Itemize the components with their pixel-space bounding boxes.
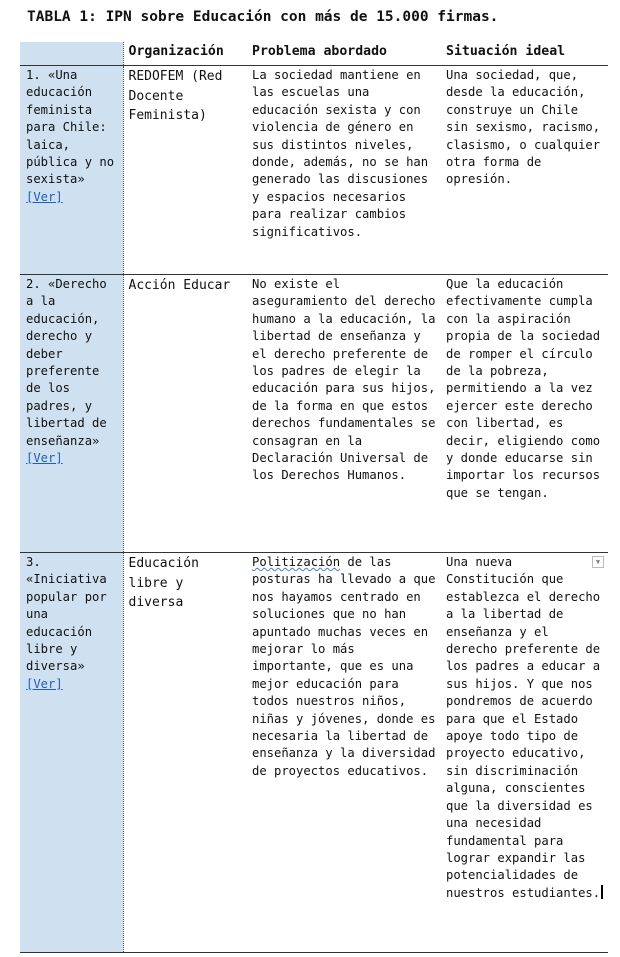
ver-link[interactable]: [Ver]: [26, 676, 63, 691]
table-row: [20, 66, 608, 275]
iniciativa-text: 3. «Iniciativa popular por una educación libre y diversa»: [26, 555, 107, 674]
ipn-table: [20, 42, 608, 953]
ver-link[interactable]: [Ver]: [26, 189, 63, 204]
organizacion-cell: Educación libre y diversa: [123, 553, 247, 953]
problema-cell: La sociedad mantiene en las escuelas una educación sexista y con violencia de género en sus distintos niveles, donde, además, no se han generado las discusiones y espacios necesarios para realizar cambios significativos.: [247, 66, 441, 275]
situacion-cell: Que la educación efectivamente cumpla con la aspiración propia de la sociedad de romper el círculo de la pobreza, permitiendo a la vez ejercer este derecho con libertad, es decir, eligiendo como y donde educarse sin importar los recursos que se tengan.: [441, 275, 608, 553]
table-row: [20, 553, 608, 953]
problema-text: de las posturas ha llevado a que nos hayamos centrado en soluciones que no han apuntado muchas veces en mejorar lo más importante, que es una mejor educación para todos nuestros niños, niñas y jóvenes, donde es necesaria la libertad de enseñanza y la diversidad de proyectos educativos.: [252, 555, 436, 778]
ver-link[interactable]: [Ver]: [26, 451, 63, 466]
header-organizacion: Organización: [123, 42, 247, 66]
dropdown-arrow-icon[interactable]: ▼: [592, 556, 604, 568]
table-header-row: [20, 42, 608, 66]
iniciativa-text: 1. «Una educación feminista para Chile: laica, pública y no sexista»: [26, 68, 115, 187]
header-situacion: Situación ideal: [441, 42, 608, 66]
header-problema: Problema abordado: [247, 42, 441, 66]
problema-cell: [247, 553, 441, 953]
situacion-text: Una nueva Constitución que establezca el derecho a la libertad de enseñanza y el derecho preferente de los padres a educar a sus hijos. Y que nos pondremos de acuerdo para que el Estado apoye todo tipo de proyecto educativo, sin discriminación alguna, conscientes que la diversidad es una necesidad fundamental para lograr expandir las potencialidades de nuestros estudiantes.: [446, 555, 601, 900]
iniciativa-text: 2. «Derecho a la educación, derecho y deber preferente de los padres, y libertad de enseñanza»: [26, 277, 107, 448]
situacion-cell: [441, 553, 608, 953]
iniciativa-cell: [20, 553, 123, 953]
header-iniciativa: [20, 42, 123, 66]
iniciativa-cell: [20, 66, 123, 275]
table-row: [20, 275, 608, 553]
problema-cell: No existe el aseguramiento del derecho humano a la educación, la libertad de enseñanza y el derecho preferente de los padres de elegir la educación para sus hijos, de la forma en que estos derechos fundamentales se consagran en la Declaración Universal de los Derechos Humanos.: [247, 275, 441, 553]
iniciativa-cell: [20, 275, 123, 553]
spellcheck-word[interactable]: Politización: [252, 555, 341, 569]
organizacion-cell: Acción Educar: [123, 275, 247, 553]
organizacion-cell: REDOFEM (Red Docente Feminista): [123, 66, 247, 275]
situacion-cell: Una sociedad, que, desde la educación, construye un Chile sin sexismo, racismo, clasismo, o cualquier otra forma de opresión.: [441, 66, 608, 275]
text-cursor: [601, 885, 603, 899]
table-title: TABLA 1: IPN sobre Educación con más de 15.000 firmas.: [27, 9, 499, 25]
